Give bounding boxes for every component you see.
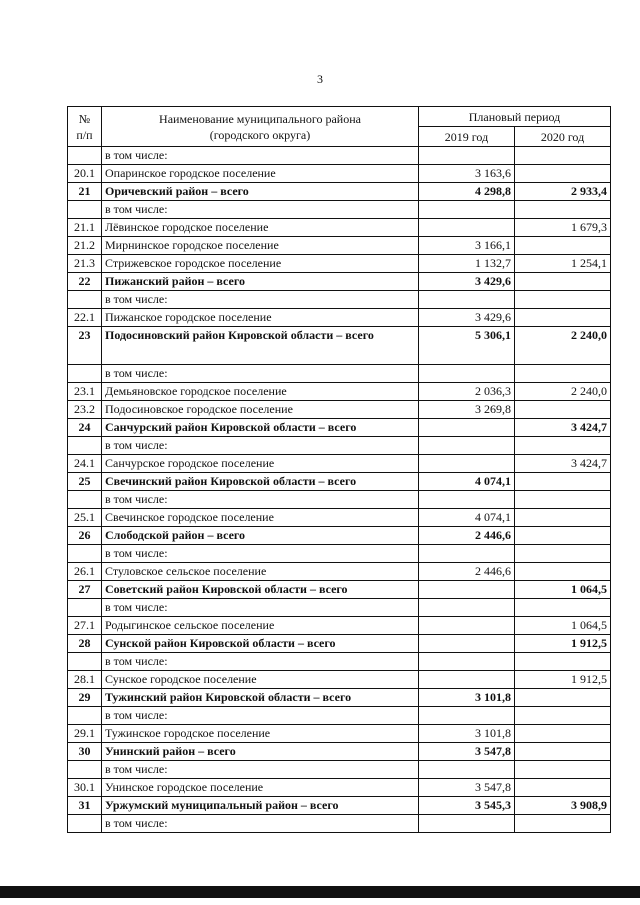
value-2020: 1 912,5 [515, 635, 611, 653]
value-2019: 2 446,6 [419, 527, 515, 545]
table-row [68, 383, 611, 401]
row-number [68, 707, 102, 725]
row-number: 28 [68, 635, 102, 653]
budget-table [67, 106, 611, 833]
value-2019: 4 074,1 [419, 509, 515, 527]
row-number [68, 365, 102, 383]
row-number [68, 761, 102, 779]
row-name: Унинский район – всего [102, 743, 419, 761]
row-number: 24 [68, 419, 102, 437]
row-name: в том числе: [102, 491, 419, 509]
header-name-line2: (городского округа) [209, 127, 311, 142]
row-number [68, 147, 102, 165]
row-number: 25 [68, 473, 102, 491]
table-row [68, 509, 611, 527]
row-number: 21.2 [68, 237, 102, 255]
value-2020 [515, 545, 611, 563]
header-number-line1: № [78, 111, 91, 126]
table-row [68, 201, 611, 219]
value-2020 [515, 309, 611, 327]
value-2020 [515, 725, 611, 743]
value-2019 [419, 545, 515, 563]
header-name [102, 107, 419, 147]
table-row [68, 219, 611, 237]
row-name: в том числе: [102, 653, 419, 671]
row-name: в том числе: [102, 545, 419, 563]
table-row [68, 255, 611, 273]
table-row [68, 527, 611, 545]
table-row [68, 635, 611, 653]
value-2020 [515, 527, 611, 545]
table-row [68, 671, 611, 689]
row-name: Мирнинское городское поселение [102, 237, 419, 255]
value-2019: 3 547,8 [419, 743, 515, 761]
value-2020 [515, 401, 611, 419]
value-2019 [419, 599, 515, 617]
value-2019: 3 429,6 [419, 273, 515, 291]
table-row [68, 401, 611, 419]
row-number: 26.1 [68, 563, 102, 581]
value-2020 [515, 815, 611, 833]
row-name: в том числе: [102, 147, 419, 165]
row-number: 21 [68, 183, 102, 201]
value-2020 [515, 473, 611, 491]
row-name: Слободской район – всего [102, 527, 419, 545]
value-2020: 1 064,5 [515, 581, 611, 599]
value-2019: 1 132,7 [419, 255, 515, 273]
value-2019: 4 074,1 [419, 473, 515, 491]
value-2019 [419, 365, 515, 383]
row-number [68, 545, 102, 563]
table-row [68, 291, 611, 309]
row-number: 30 [68, 743, 102, 761]
row-name: в том числе: [102, 707, 419, 725]
row-number [68, 599, 102, 617]
value-2020 [515, 653, 611, 671]
value-2020 [515, 509, 611, 527]
row-name: Санчурский район Кировской области – всего [102, 419, 419, 437]
row-number: 21.1 [68, 219, 102, 237]
table-row [68, 761, 611, 779]
value-2020 [515, 707, 611, 725]
row-name: Стрижевское городское поселение [102, 255, 419, 273]
header-name-line1: Наименование муниципального района [159, 111, 361, 126]
row-number: 22 [68, 273, 102, 291]
value-2019: 2 036,3 [419, 383, 515, 401]
value-2020: 3 908,9 [515, 797, 611, 815]
scan-edge-bar [0, 886, 640, 898]
table-row [68, 599, 611, 617]
row-name: Оричевский район – всего [102, 183, 419, 201]
table-row [68, 365, 611, 383]
value-2019 [419, 437, 515, 455]
header-plan-period: Плановый период [419, 107, 611, 127]
row-number [68, 653, 102, 671]
value-2020 [515, 147, 611, 165]
row-name: Советский район Кировской области – всего [102, 581, 419, 599]
table-row [68, 455, 611, 473]
row-name: Свечинское городское поселение [102, 509, 419, 527]
page-number: 3 [317, 72, 323, 86]
value-2020 [515, 201, 611, 219]
value-2019: 3 163,6 [419, 165, 515, 183]
row-name: в том числе: [102, 201, 419, 219]
table-row [68, 563, 611, 581]
table-row [68, 779, 611, 797]
value-2019: 3 545,3 [419, 797, 515, 815]
value-2019 [419, 581, 515, 599]
row-number [68, 437, 102, 455]
value-2020 [515, 689, 611, 707]
row-name: Родыгинское сельское поселение [102, 617, 419, 635]
table-row [68, 237, 611, 255]
row-number: 29 [68, 689, 102, 707]
table-row [68, 797, 611, 815]
row-name: Пижанское городское поселение [102, 309, 419, 327]
row-number: 21.3 [68, 255, 102, 273]
table-row [68, 725, 611, 743]
value-2019: 3 547,8 [419, 779, 515, 797]
value-2020: 3 424,7 [515, 419, 611, 437]
row-number: 24.1 [68, 455, 102, 473]
table-header [68, 107, 611, 147]
row-number: 26 [68, 527, 102, 545]
row-name: в том числе: [102, 365, 419, 383]
row-number [68, 291, 102, 309]
value-2019 [419, 201, 515, 219]
header-number-line2: п/п [76, 127, 93, 142]
value-2019 [419, 617, 515, 635]
value-2019: 5 306,1 [419, 327, 515, 365]
value-2020 [515, 165, 611, 183]
table-row [68, 165, 611, 183]
row-number: 27 [68, 581, 102, 599]
table-row [68, 617, 611, 635]
row-number: 23.2 [68, 401, 102, 419]
row-name: Санчурское городское поселение [102, 455, 419, 473]
value-2019: 3 166,1 [419, 237, 515, 255]
value-2019 [419, 419, 515, 437]
value-2019 [419, 491, 515, 509]
row-name: Уржумский муниципальный район – всего [102, 797, 419, 815]
value-2019: 3 269,8 [419, 401, 515, 419]
row-name: Унинское городское поселение [102, 779, 419, 797]
value-2019 [419, 147, 515, 165]
row-name: Свечинский район Кировской области – всего [102, 473, 419, 491]
table-row [68, 183, 611, 201]
header-year-2019: 2019 год [419, 127, 515, 147]
row-number [68, 815, 102, 833]
table-row [68, 309, 611, 327]
value-2020 [515, 291, 611, 309]
row-number: 29.1 [68, 725, 102, 743]
value-2020 [515, 779, 611, 797]
value-2019 [419, 815, 515, 833]
row-name: в том числе: [102, 815, 419, 833]
value-2019 [419, 455, 515, 473]
table-row [68, 743, 611, 761]
value-2020: 2 240,0 [515, 327, 611, 365]
row-number: 22.1 [68, 309, 102, 327]
value-2019: 3 101,8 [419, 725, 515, 743]
value-2020 [515, 599, 611, 617]
table-row [68, 327, 611, 365]
value-2020 [515, 491, 611, 509]
row-number: 25.1 [68, 509, 102, 527]
row-name: в том числе: [102, 437, 419, 455]
value-2019 [419, 653, 515, 671]
value-2020: 1 679,3 [515, 219, 611, 237]
row-number [68, 491, 102, 509]
value-2019 [419, 635, 515, 653]
value-2020 [515, 273, 611, 291]
value-2019 [419, 707, 515, 725]
row-number: 31 [68, 797, 102, 815]
row-name: Тужинское городское поселение [102, 725, 419, 743]
row-name: в том числе: [102, 291, 419, 309]
row-name: Тужинский район Кировской области – всего [102, 689, 419, 707]
table-row [68, 653, 611, 671]
table-row [68, 473, 611, 491]
table-row [68, 273, 611, 291]
row-name: Подосиновский район Кировской области – всего [102, 327, 419, 365]
row-name: Сунское городское поселение [102, 671, 419, 689]
value-2019: 4 298,8 [419, 183, 515, 201]
table-row [68, 815, 611, 833]
row-number: 23 [68, 327, 102, 365]
row-name: Лёвинское городское поселение [102, 219, 419, 237]
row-name: Демьяновское городское поселение [102, 383, 419, 401]
value-2020: 2 933,4 [515, 183, 611, 201]
row-name: Сунской район Кировской области – всего [102, 635, 419, 653]
value-2019: 2 446,6 [419, 563, 515, 581]
row-name: в том числе: [102, 599, 419, 617]
row-number: 27.1 [68, 617, 102, 635]
row-number [68, 201, 102, 219]
value-2019 [419, 671, 515, 689]
row-number: 30.1 [68, 779, 102, 797]
value-2020 [515, 365, 611, 383]
table-row [68, 707, 611, 725]
table-row [68, 689, 611, 707]
table-row [68, 419, 611, 437]
table-row [68, 545, 611, 563]
row-number: 28.1 [68, 671, 102, 689]
row-name: Подосиновское городское поселение [102, 401, 419, 419]
value-2020: 2 240,0 [515, 383, 611, 401]
row-name: Стуловское сельское поселение [102, 563, 419, 581]
row-name: в том числе: [102, 761, 419, 779]
table-row [68, 491, 611, 509]
value-2020 [515, 237, 611, 255]
value-2019: 3 429,6 [419, 309, 515, 327]
table-row [68, 581, 611, 599]
value-2020 [515, 761, 611, 779]
header-number [68, 107, 102, 147]
value-2020 [515, 437, 611, 455]
row-name: Опаринское городское поселение [102, 165, 419, 183]
value-2020: 3 424,7 [515, 455, 611, 473]
row-number: 20.1 [68, 165, 102, 183]
table-row [68, 147, 611, 165]
value-2020: 1 064,5 [515, 617, 611, 635]
value-2019 [419, 291, 515, 309]
value-2020: 1 254,1 [515, 255, 611, 273]
table-row [68, 437, 611, 455]
row-number: 23.1 [68, 383, 102, 401]
value-2020 [515, 563, 611, 581]
value-2020: 1 912,5 [515, 671, 611, 689]
value-2019 [419, 219, 515, 237]
value-2020 [515, 743, 611, 761]
value-2019: 3 101,8 [419, 689, 515, 707]
header-year-2020: 2020 год [515, 127, 611, 147]
value-2019 [419, 761, 515, 779]
row-name: Пижанский район – всего [102, 273, 419, 291]
table-body [68, 147, 611, 833]
